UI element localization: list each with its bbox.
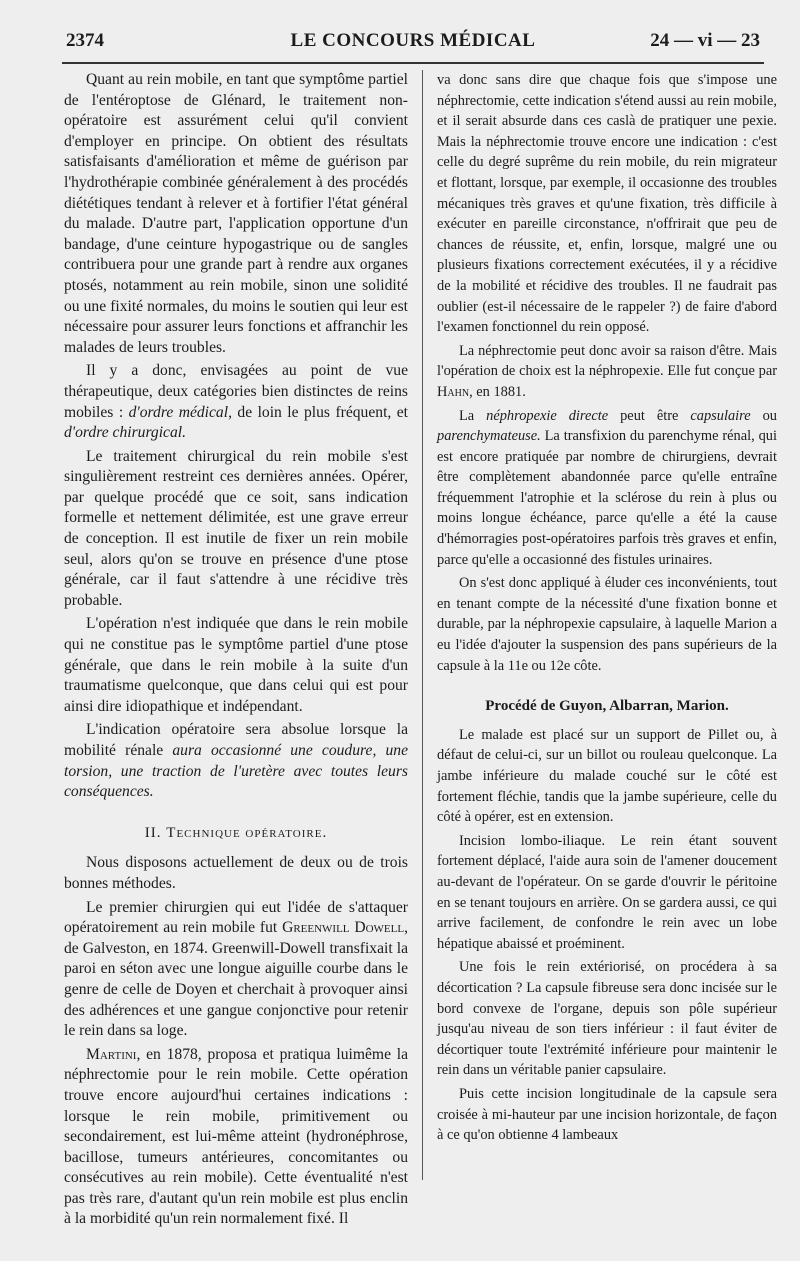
paragraph: Incision lombo-iliaque. Le rein étant souvent fortement déplacé, l'aide aura soin de l'amener doucement au-devant de l'opérateur. On se garde d'ouvrir le péritoine en se tenant toujours en arrière. On se gardera aussi, ce qui arrive facilement, de confondre le rein avec un lobe hépatique abaissé et proéminent.	[437, 832, 777, 952]
page-number: 2374	[66, 30, 104, 51]
journal-title: LE CONCOURS MÉDICAL	[290, 30, 536, 51]
right-column	[437, 70, 777, 1146]
paragraph: Le premier chirurgien qui eut l'idée de s'attaquer opératoirement au rein mobile fut Greenwill Dowell, de Galveston, en 1874. Greenwill-Dowell transfixait la paroi en séton avec une longue aiguille courbe dans le genre de celle de Doyen et cherchait à provoquer ainsi des adhérences et une gangue conjonctive pour retenir le rein dans sa loge.	[64, 898, 408, 1040]
paragraph: Le traitement chirurgical du rein mobile s'est singulièrement restreint ces dernières années. Opérer, par quelque procédé que ce soit, sans indication formelle et nettement délimitée, est une grave erreur de conception. Il est inutile de fixer un rein mobile seul, alors qu'on se trouve en présence d'une ptose générale, car il faut s'attendre à une récidive très probable.	[64, 447, 408, 609]
paragraph: On s'est donc appliqué à éluder ces inconvénients, tout en tenant compte de la nécessité d'une fixation bonne et durable, par la néphropexie capsulaire, à laquelle Marion a eu l'idée d'ajouter la suspension des pans supérieurs de la capsule à la 11e ou 12e côte.	[437, 575, 777, 674]
paragraph: Nous disposons actuellement de deux ou de trois bonnes méthodes.	[64, 854, 408, 892]
paragraph: L'indication opératoire sera absolue lorsque la mobilité rénale aura occasionné une coudure, une torsion, une traction de l'uretère avec toutes leurs conséquences.	[64, 721, 408, 801]
left-column	[64, 70, 408, 1230]
column-divider	[422, 70, 423, 1180]
paragraph: Martini, en 1878, proposa et pratiqua luimême la néphrectomie pour le rein mobile. Cette opération trouve encore aujourd'hui certaines indications : lorsque le rein mobile, primitivement ou secondairement, est lui-même atteint (hydronéphrose, bacillose, tumeurs antérieures, concomitantes ou consécutives au rein mobile). Cette éventualité n'est pas très rare, d'autant qu'un rein mobile est plus enclin à la morbidité qu'un rein normalement fixé. Il	[64, 1045, 408, 1228]
paragraph: L'opération n'est indiquée que dans le rein mobile qui ne constitue pas le symptôme partiel d'une ptose générale, que dans le rein mobile à la suite d'un traumatisme quelconque, que dans celui qui est pour ainsi dire idiopathique et indépendant.	[64, 615, 408, 715]
section-heading: II. Technique opératoire.	[144, 824, 328, 841]
running-header	[66, 30, 760, 58]
paragraph: Puis cette incision longitudinale de la capsule sera croisée à mi-hauteur par une incision horizontale, de façon à ce qu'on obtienne 4 lambeaux	[437, 1085, 777, 1144]
paragraph: La néphropexie directe peut être capsulaire ou parenchymateuse. La transfixion du parenchyme rénal, qui est encore pratiquée par nombre de chirurgiens, devrait être complètement abandonnée parce qu'elle entraîne fréquemment l'atrophie et la sclérose du rein à plus ou moins longue échéance, parce qu'elle a été la cause d'hémorragies post-opératoires parfois très graves et enfin, parce qu'elle a occasionné des fistules urinaires.	[437, 407, 777, 568]
header-rule	[62, 62, 764, 64]
subsection-heading: Procédé de Guyon, Albarran, Marion.	[485, 698, 729, 715]
paragraph: Une fois le rein extériorisé, on procédera à sa décortication ? La capsule fibreuse sera donc incisée sur le bord convexe de l'organe, depuis son pôle supérieur jusqu'au niveau de son tiers inférieur : il faut éviter de décortiquer toute l'extrémité inférieure pour maintenir le rein dans un véritable panier capsulaire.	[437, 959, 777, 1079]
paragraph: Le malade est placé sur un support de Pillet ou, à défaut de celui-ci, sur un billot ou rouleau quelconque. La jambe inférieure du malade couché sur le côté est fortement fléchie, tandis que la jambe supérieure, celle du côté à opérer, est en extension.	[437, 726, 777, 826]
paragraph: Quant au rein mobile, en tant que symptôme partiel de l'entéroptose de Glénard, le traitement non-opératoire est assurément celui qu'il convient d'employer en principe. On obtient des résultats satisfaisants d'amélioration et même de guérison par l'hydrothérapie combinée généralement à des procédés diététiques tendant à relever et à fortifier l'état général du malade. D'autre part, l'application opportune d'un bandage, d'une ceinture hypogastrique ou de sangles contribuera pour une grande part à rendre aux organes ptosés, notamment au rein mobile, sinon une solidité ou une fixité normales, du moins le soutien qui leur est nécessaire pour assurer leurs fonctions et affranchir les malades de leurs troubles.	[64, 71, 408, 356]
paragraph: Il y a donc, envisagées au point de vue thérapeutique, deux catégories bien distinctes de reins mobiles : d'ordre médical, de loin le plus fréquent, et d'ordre chirurgical.	[64, 362, 409, 442]
paragraph: va donc sans dire que chaque fois que s'impose une néphrectomie, cette indication s'étend aussi au rein mobile, et il serait absurde dans ces caslà de pratiquer une pexie. Mais la néphrectomie trouve encore une indication : c'est celle du degré suprême du rein mobile, du rein migrateur et flottant, lorsque, par exemple, il occasionne des troubles mécaniques très graves et qu'une fixation, très difficile à exécuter en pareille circonstance, n'offrirait que peu de chances de réussite, et, enfin, lorsque, malgré une ou plusieurs fixations correctement exécutées, il y a récidive de la mobilité et récidive des troubles. Il ne faudrait pas oublier (est-il nécessaire de le rappeler ?) de faire d'abord l'examen fonctionnel du rein opposé.	[437, 72, 777, 336]
issue-date: 24 — vi — 23	[650, 30, 760, 51]
paragraph: La néphrectomie peut donc avoir sa raison d'être. Mais l'opération de choix est la néphropexie. Elle fut conçue par Hahn, en 1881.	[437, 342, 777, 400]
